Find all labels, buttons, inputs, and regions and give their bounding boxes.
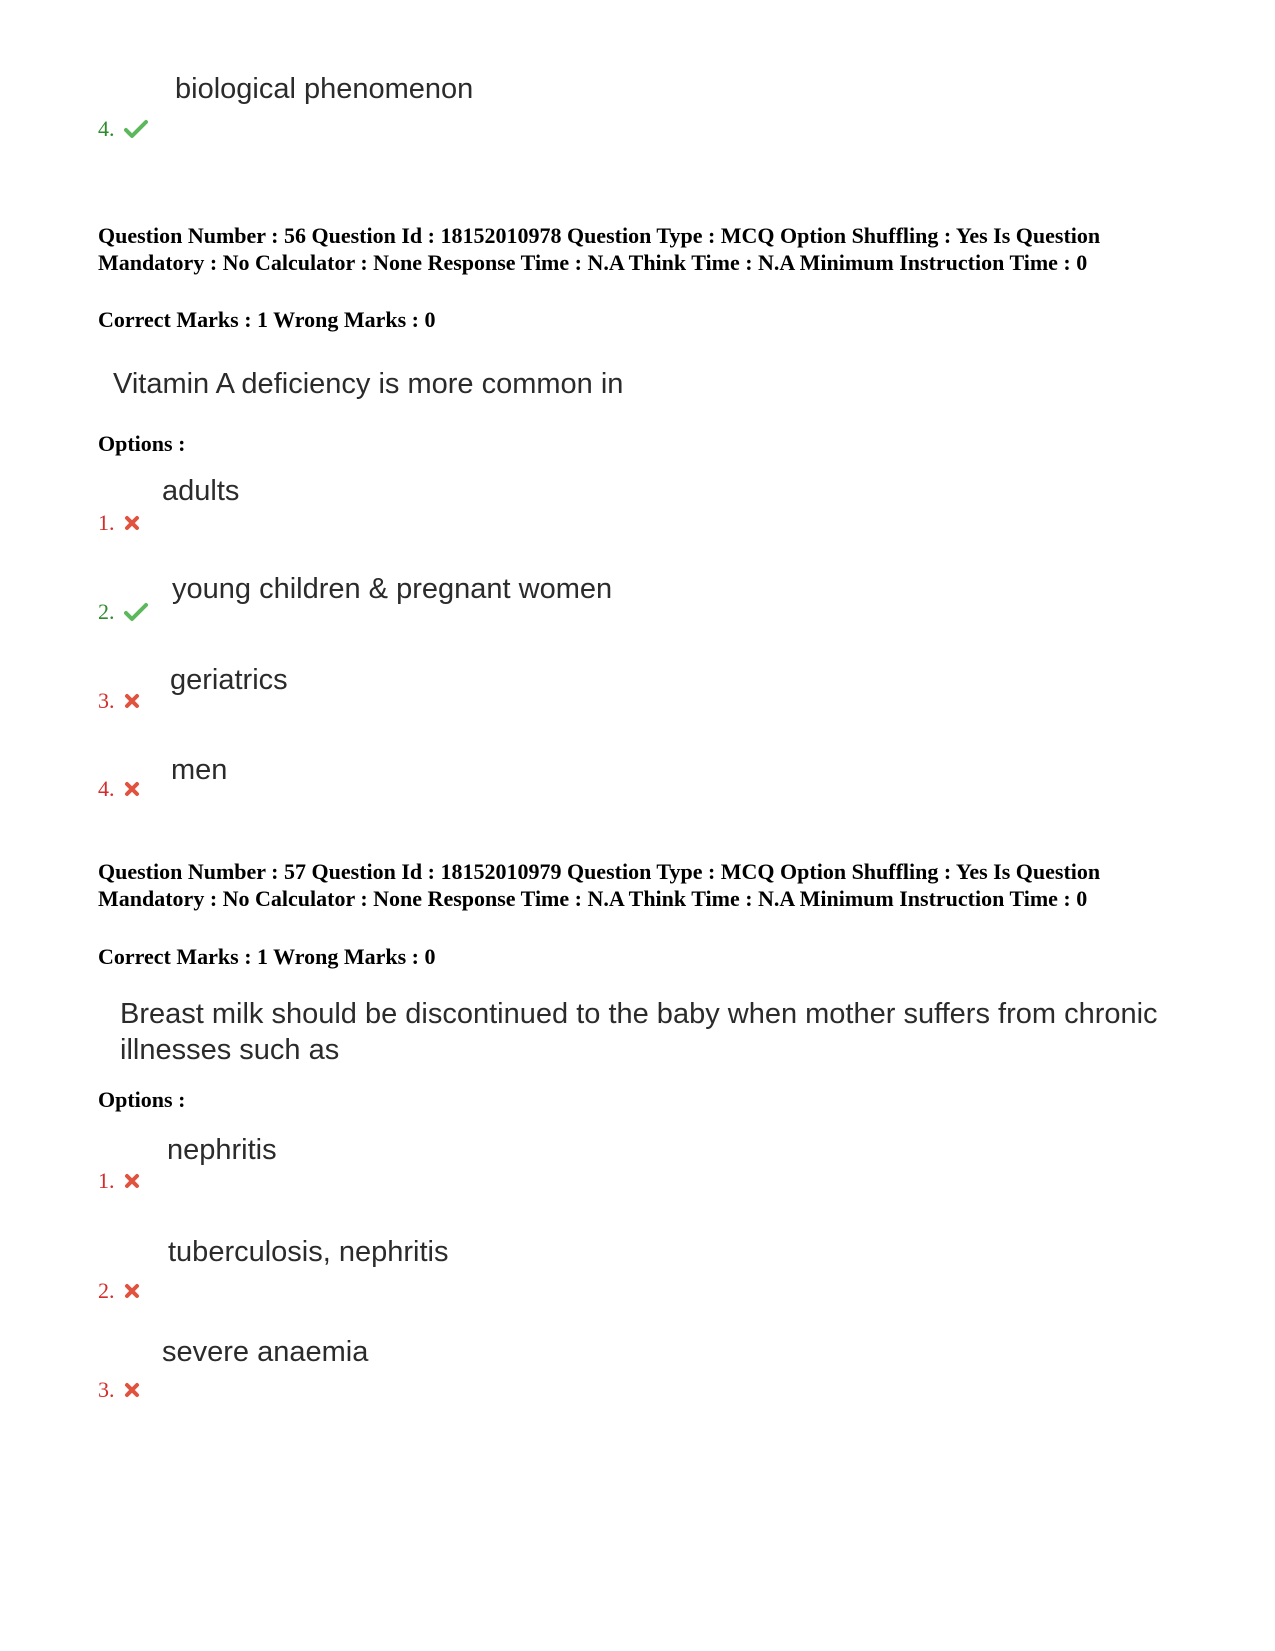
option-text: geriatrics	[170, 664, 288, 696]
marks-line: Correct Marks : 1 Wrong Marks : 0	[98, 307, 436, 332]
option-marker	[98, 1170, 140, 1192]
question-meta: Question Number : 57 Question Id : 18152010979 Question Type : MCQ Option Shuffling : Yes Is Question Mandatory : No Calculator : None Response Time : N.A Think Time : N.A Minimum Instruction Time : 0	[98, 859, 1101, 911]
option-marker	[98, 1280, 140, 1302]
option-number: 3.	[98, 688, 115, 713]
option-number: 2.	[98, 599, 115, 624]
cross-icon	[124, 693, 140, 709]
option-text: tuberculosis, nephritis	[168, 1236, 449, 1268]
option-number: 4.	[98, 776, 115, 801]
cross-icon	[124, 1173, 140, 1189]
option-text: nephritis	[167, 1134, 277, 1166]
cross-icon	[124, 781, 140, 797]
option-text: men	[171, 754, 228, 786]
cross-icon	[124, 515, 140, 531]
options-label: Options :	[98, 431, 186, 456]
option-text: biological phenomenon	[175, 73, 474, 105]
option-marker	[98, 601, 148, 623]
option-text: severe anaemia	[162, 1336, 369, 1368]
marks-line: Correct Marks : 1 Wrong Marks : 0	[98, 944, 436, 969]
option-number: 1.	[98, 1168, 115, 1193]
question-text: Vitamin A deficiency is more common in	[113, 368, 624, 400]
option-number: 1.	[98, 510, 115, 535]
option-number: 2.	[98, 1278, 115, 1303]
cross-icon	[124, 1382, 140, 1398]
question-text: Breast milk should be discontinued to the baby when mother suffers from chronic illnesses such as	[120, 998, 1158, 1066]
option-marker	[98, 778, 140, 800]
checkmark-icon	[124, 602, 148, 622]
checkmark-icon	[124, 119, 148, 139]
option-number: 4.	[98, 116, 115, 141]
option-marker	[98, 512, 140, 534]
cross-icon	[124, 1283, 140, 1299]
option-marker	[98, 690, 140, 712]
option-text: young children & pregnant women	[172, 573, 613, 605]
option-number: 3.	[98, 1377, 115, 1402]
option-marker	[98, 118, 148, 140]
question-meta: Question Number : 56 Question Id : 18152010978 Question Type : MCQ Option Shuffling : Yes Is Question Mandatory : No Calculator : None Response Time : N.A Think Time : N.A Minimum Instruction Time : 0	[98, 223, 1101, 275]
options-label: Options :	[98, 1087, 186, 1112]
option-text: adults	[162, 475, 240, 507]
option-marker	[98, 1379, 140, 1401]
